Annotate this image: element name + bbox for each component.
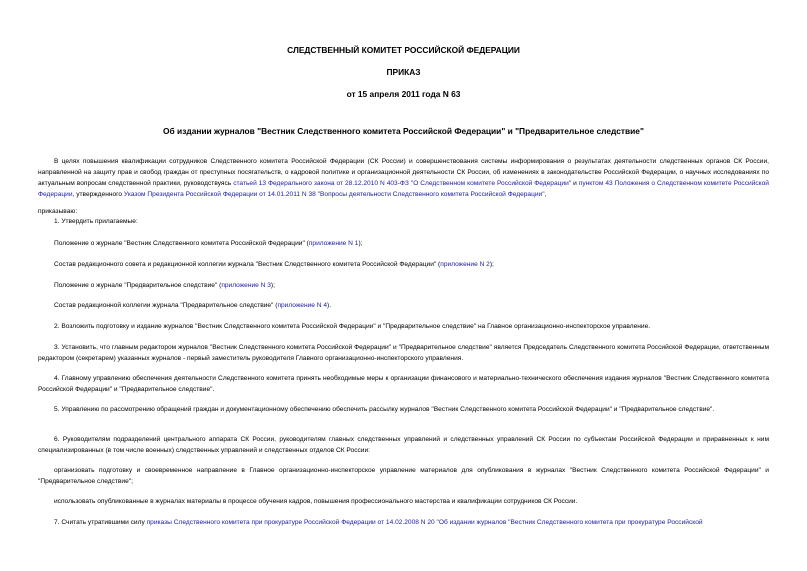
appendix-4-link[interactable]: приложение N 4: [277, 302, 328, 309]
repealed-orders-link[interactable]: приказы Следственного комитета при прокуратуре Российской Федерации от 14.02.2008 N 20: [146, 519, 435, 526]
repealed-order-title-link[interactable]: "Об издании журналов "Вестник Следственного комитета при прокуратуре Российской: [436, 519, 703, 526]
org-title: СЛЕДСТВЕННЫЙ КОМИТЕТ РОССИЙСКОЙ ФЕДЕРАЦИИ: [287, 45, 520, 55]
regulation-point-43-link[interactable]: пунктом 43 Положения о Следственном комитете Российской Федерации: [38, 180, 769, 198]
approval-item: Положение о журнале "Вестник Следственного комитета Российской Федерации" (приложение N 1);: [54, 240, 363, 247]
intro-text-3: , утвержденного: [72, 191, 124, 198]
doc-subject: Об издании журналов "Вестник Следственного комитета Российской Федерации" и "Предварительное следствие": [163, 126, 644, 136]
item-7: 7. Считать утратившими силу приказы Следственного комитета при прокуратуре Российской Федерации от 14.02.2008 N 20 "Об издании журналов "Вестник Следственного комитета при прокуратуре Российской: [54, 519, 703, 526]
doc-type: ПРИКАЗ: [386, 67, 421, 77]
appendix-1-link[interactable]: приложение N 1: [308, 240, 359, 247]
item-6b: использовать опубликованные в журналах материалы в процессе обучения кадров, повышения профессионального мастерства и квалификации сотрудников СК России.: [54, 498, 578, 505]
approval-item: Положение о журнале "Предварительное следствие" (приложение N 3);: [54, 282, 275, 289]
approval-item: Состав редакционного совета и редакционной коллегии журнала "Вестник Следственного комитета Российской Федерации" (приложение N 2);: [54, 261, 494, 268]
order-word: приказываю:: [38, 208, 78, 215]
law-article-13-link[interactable]: статьей 13 Федерального закона от 28.12.2010 N 403-ФЗ "О Следственном комитете Российской Федерации": [233, 180, 572, 187]
item-2: 2. Возложить подготовку и издание журналов "Вестник Следственного комитета Российской Федерации" и "Предварительное следствие" на Главное организационно-инспекторское управление.: [54, 323, 651, 330]
appendix-2-link[interactable]: приложение N 2: [440, 261, 490, 268]
item-4: 4. Главному управлению обеспечения деятельности Следственного комитета принять необходимые меры к организации финансового и материально-технического обеспечения издания журналов "Вестник Следственного комитета Российской Федерации" и "Предварительное следствие".: [38, 375, 769, 393]
appendix-3-link[interactable]: приложение N 3: [221, 282, 271, 289]
item-5: 5. Управлению по рассмотрению обращений граждан и документационному обеспечению обеспечить рассылку журналов "Вестник Следственного комитета Российской Федерации" и "Предварительное следствие".: [54, 406, 715, 413]
intro-text-4: ,: [544, 191, 547, 198]
item-6: 6. Руководителям подразделений центрального аппарата СК России, руководителям главных следственных управлений и следственных управлений СК России по субъектам Российской Федерации и приравненных к ним специализированных (в том числе военных) следственных управлений и следственных отделов СК России:: [38, 436, 769, 454]
presidential-decree-link[interactable]: Указом Президента Российской Федерации от 14.01.2011 N 38 "Вопросы деятельности Следственного комитета Российской Федерации": [123, 191, 545, 198]
doc-date-number: от 15 апреля 2011 года N 63: [346, 89, 461, 99]
approval-item: Состав редакционной коллегии журнала "Предварительное следствие" (приложение N 4).: [54, 302, 332, 309]
document-page: [38, 0, 769, 571]
item-3: 3. Установить, что главным редактором журналов "Вестник Следственного комитета Российской Федерации" и "Предварительное следствие" является Председатель Следственного комитета Российской Федерации, ответственным редактором (секретарем) указанных журналов - первый заместитель руководителя Главного организационно-инспекторского управления.: [38, 344, 769, 362]
intro-text-1: В целях повышения квалификации сотрудников Следственного комитета Российской Федерации (СК России) и совершенствования системы информирования о результатах деятельности следственных органов СК России, направленной на защиту прав и свобод граждан от преступных посягательств, о кадровой политике и организационной деятельности СК России, об изменениях в законодательстве Российской Федерации, о научных исследованиях по актуальным вопросам следственной практики, руководствуясь: [38, 158, 769, 187]
item-6a: организовать подготовку и своевременное направление в Главное организационно-инспекторское управление материалов для опубликования в журналах "Вестник Следственного комитета Российской Федерации" и "Предварительное следствие";: [38, 467, 769, 485]
intro-text-2: и: [571, 180, 579, 187]
intro-paragraph: [38, 156, 769, 200]
item-1: 1. Утвердить прилагаемые:: [54, 218, 138, 225]
